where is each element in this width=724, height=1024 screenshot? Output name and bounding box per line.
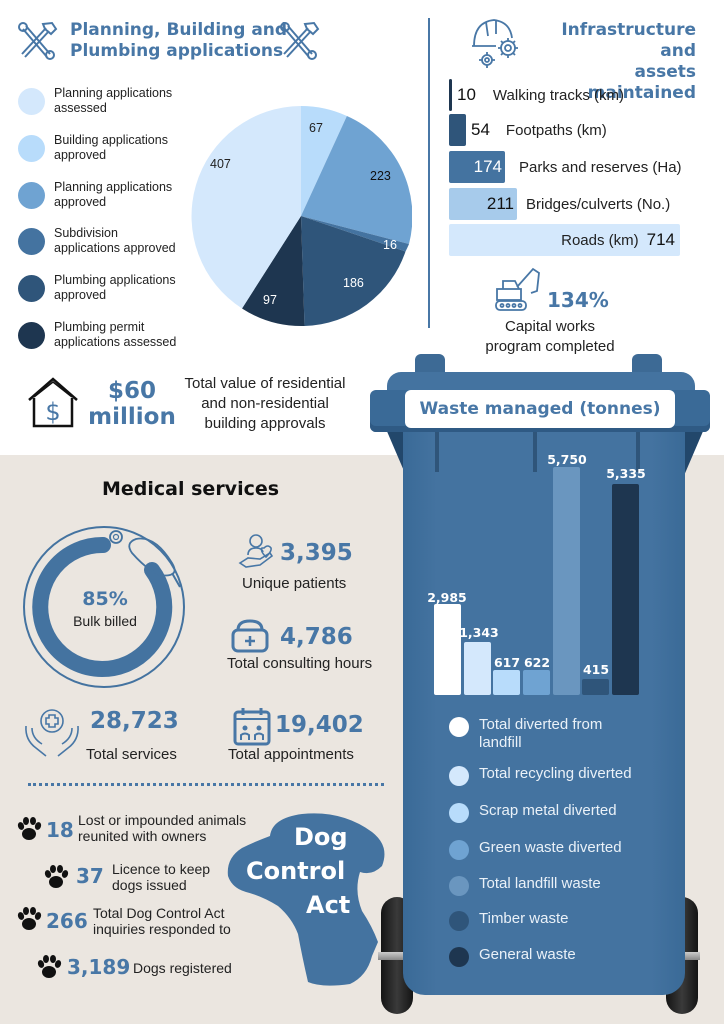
infra-bar [449, 188, 517, 220]
infra-label: Footpaths (km) [505, 121, 607, 139]
legend-item [18, 180, 172, 210]
waste-bar-value: 415 [582, 662, 610, 677]
pie-label: 97 [263, 293, 277, 307]
waste-bar [582, 679, 609, 695]
infra-value: 54 [471, 120, 490, 139]
infra-label: Parks and reserves (Ha) [519, 158, 682, 176]
infra-row-roads [449, 224, 680, 256]
infra-row-walking-tracks [449, 79, 624, 111]
planning-title-line2: Plumbing applications [70, 41, 284, 61]
legend-item [449, 839, 622, 860]
medical-title: Medical services [102, 478, 280, 500]
tools-icon-right [278, 20, 322, 65]
waste-bar-value: 5,750 [547, 452, 587, 467]
waste-bar-value: 617 [493, 655, 521, 670]
legend-swatch [18, 228, 45, 255]
legend-label: Plumbing permit applications assessed [54, 320, 177, 349]
excavator-icon [493, 265, 543, 318]
legend-item [449, 875, 601, 896]
dog-stat-label: Licence to keep dogs issued [112, 861, 211, 893]
dog-stat-label: Lost or impounded animals reunited with owners [78, 812, 247, 844]
dog-stat-label: Total Dog Control Act inquiries responded to [93, 905, 231, 937]
hands-cross-icon [22, 708, 82, 763]
legend-item [449, 946, 576, 967]
legend-swatch [449, 766, 469, 786]
legend-item [449, 910, 568, 931]
legend-label: Timber waste [479, 910, 569, 927]
legend-item [449, 765, 632, 786]
infra-row-parks [449, 151, 682, 183]
infra-label: Walking tracks (km) [492, 86, 625, 104]
waste-bar-value: 622 [523, 655, 551, 670]
waste-bar [493, 670, 520, 695]
legend-item [18, 86, 172, 116]
legend-swatch [18, 322, 45, 349]
planning-title-line1: Planning, Building and [70, 20, 288, 40]
tools-icon-left [16, 20, 60, 65]
legend-swatch [449, 840, 469, 860]
infra-row-bridges [449, 188, 670, 220]
legend-label: Planning applications approved [54, 180, 173, 209]
infra-value: 714 [646, 230, 675, 249]
planning-pie-chart [190, 105, 412, 332]
infra-row-footpaths [449, 114, 607, 146]
total-services-label: Total services [86, 746, 177, 763]
legend-item [449, 716, 602, 752]
infra-bar [449, 224, 680, 256]
dog-stat-label: Dogs registered [133, 960, 232, 976]
legend-label: Total diverted from landfill [479, 716, 603, 751]
infra-label: Bridges/culverts (No.) [526, 195, 671, 213]
total-services-value: 28,723 [90, 708, 179, 734]
svg-text:$: $ [45, 398, 61, 426]
legend-swatch [18, 182, 45, 209]
unique-patients-label: Unique patients [242, 575, 347, 592]
pie-label: 67 [309, 121, 323, 135]
appointments-label: Total appointments [228, 746, 354, 763]
legend-swatch [449, 876, 469, 896]
legend-label: Building applications approved [54, 133, 168, 162]
building-value-amount: $60 million [88, 378, 176, 430]
legend-swatch [18, 88, 45, 115]
legend-swatch [449, 717, 469, 737]
legend-label: Subdivision applications approved [54, 226, 176, 255]
dog-stat-value: 266 [46, 909, 88, 933]
pie-label: 186 [343, 276, 364, 290]
bin-rib [435, 432, 439, 472]
bulk-billed-percent: 85% [82, 588, 128, 610]
legend-swatch [449, 947, 469, 967]
dog-stat-value: 37 [76, 864, 104, 888]
paw-icon [36, 955, 63, 984]
consulting-hours-value: 4,786 [280, 624, 353, 650]
infra-bar [449, 79, 452, 111]
infra-value: 10 [457, 85, 476, 104]
waste-bar [434, 604, 461, 695]
building-value-description: Total value of residential and non-residential building approvals [184, 375, 346, 432]
dog-control-act-badge: Dog Control Act [246, 823, 351, 919]
legend-swatch [18, 275, 45, 302]
capital-works-percent: 134% [547, 288, 609, 312]
legend-item [449, 802, 617, 823]
legend-swatch [449, 803, 469, 823]
waste-bar-value: 1,343 [459, 625, 499, 640]
section-divider [428, 18, 430, 328]
infra-bar [449, 114, 466, 146]
infrastructure-title-line2: assets maintained [587, 62, 696, 103]
capital-works-label: Capital works program completed [485, 318, 615, 355]
legend-label: Plumbing applications approved [54, 273, 176, 302]
dog-stat-value: 18 [46, 818, 74, 842]
helmet-gears-icon [470, 16, 526, 77]
house-dollar-icon [26, 376, 80, 435]
legend-swatch [449, 911, 469, 931]
legend-item [18, 273, 176, 303]
appointments-value: 19,402 [275, 712, 364, 738]
legend-item [18, 320, 176, 350]
paw-icon [16, 817, 43, 846]
legend-swatch [18, 135, 45, 162]
pie-label: 407 [210, 157, 231, 171]
planning-title [70, 20, 287, 62]
legend-label: Total recycling diverted [479, 765, 632, 782]
paw-icon [16, 907, 43, 936]
dog-stat-value: 3,189 [67, 955, 131, 979]
infra-bar [449, 151, 505, 183]
bulk-billed-label: Bulk billed [73, 613, 137, 629]
paw-icon [43, 865, 70, 894]
legend-label: General waste [479, 946, 576, 963]
waste-bar-value: 5,335 [606, 466, 646, 481]
calendar-appointment-icon [232, 706, 272, 751]
infra-label: Roads (km) [561, 231, 639, 249]
infra-value: 211 [486, 194, 514, 213]
waste-bar [523, 670, 550, 695]
patient-care-icon [238, 533, 276, 574]
legend-item [18, 133, 168, 163]
waste-title: Waste managed (tonnes) [419, 398, 661, 419]
pie-label: 16 [383, 238, 397, 252]
legend-label: Planning applications assessed [54, 86, 173, 115]
medical-kit-icon [230, 618, 270, 659]
infrastructure-title-line1: Infrastructure and [561, 20, 696, 61]
legend-label: Total landfill waste [479, 875, 601, 892]
consulting-hours-label: Total consulting hours [227, 655, 373, 672]
pie-label: 223 [370, 169, 391, 183]
waste-bar-value: 2,985 [427, 590, 467, 605]
waste-title-label [405, 390, 675, 428]
unique-patients-value: 3,395 [280, 540, 353, 566]
dotted-divider [28, 783, 384, 786]
infra-value: 174 [473, 157, 502, 176]
legend-item [18, 226, 176, 256]
legend-label: Scrap metal diverted [479, 802, 617, 819]
legend-label: Green waste diverted [479, 839, 622, 856]
